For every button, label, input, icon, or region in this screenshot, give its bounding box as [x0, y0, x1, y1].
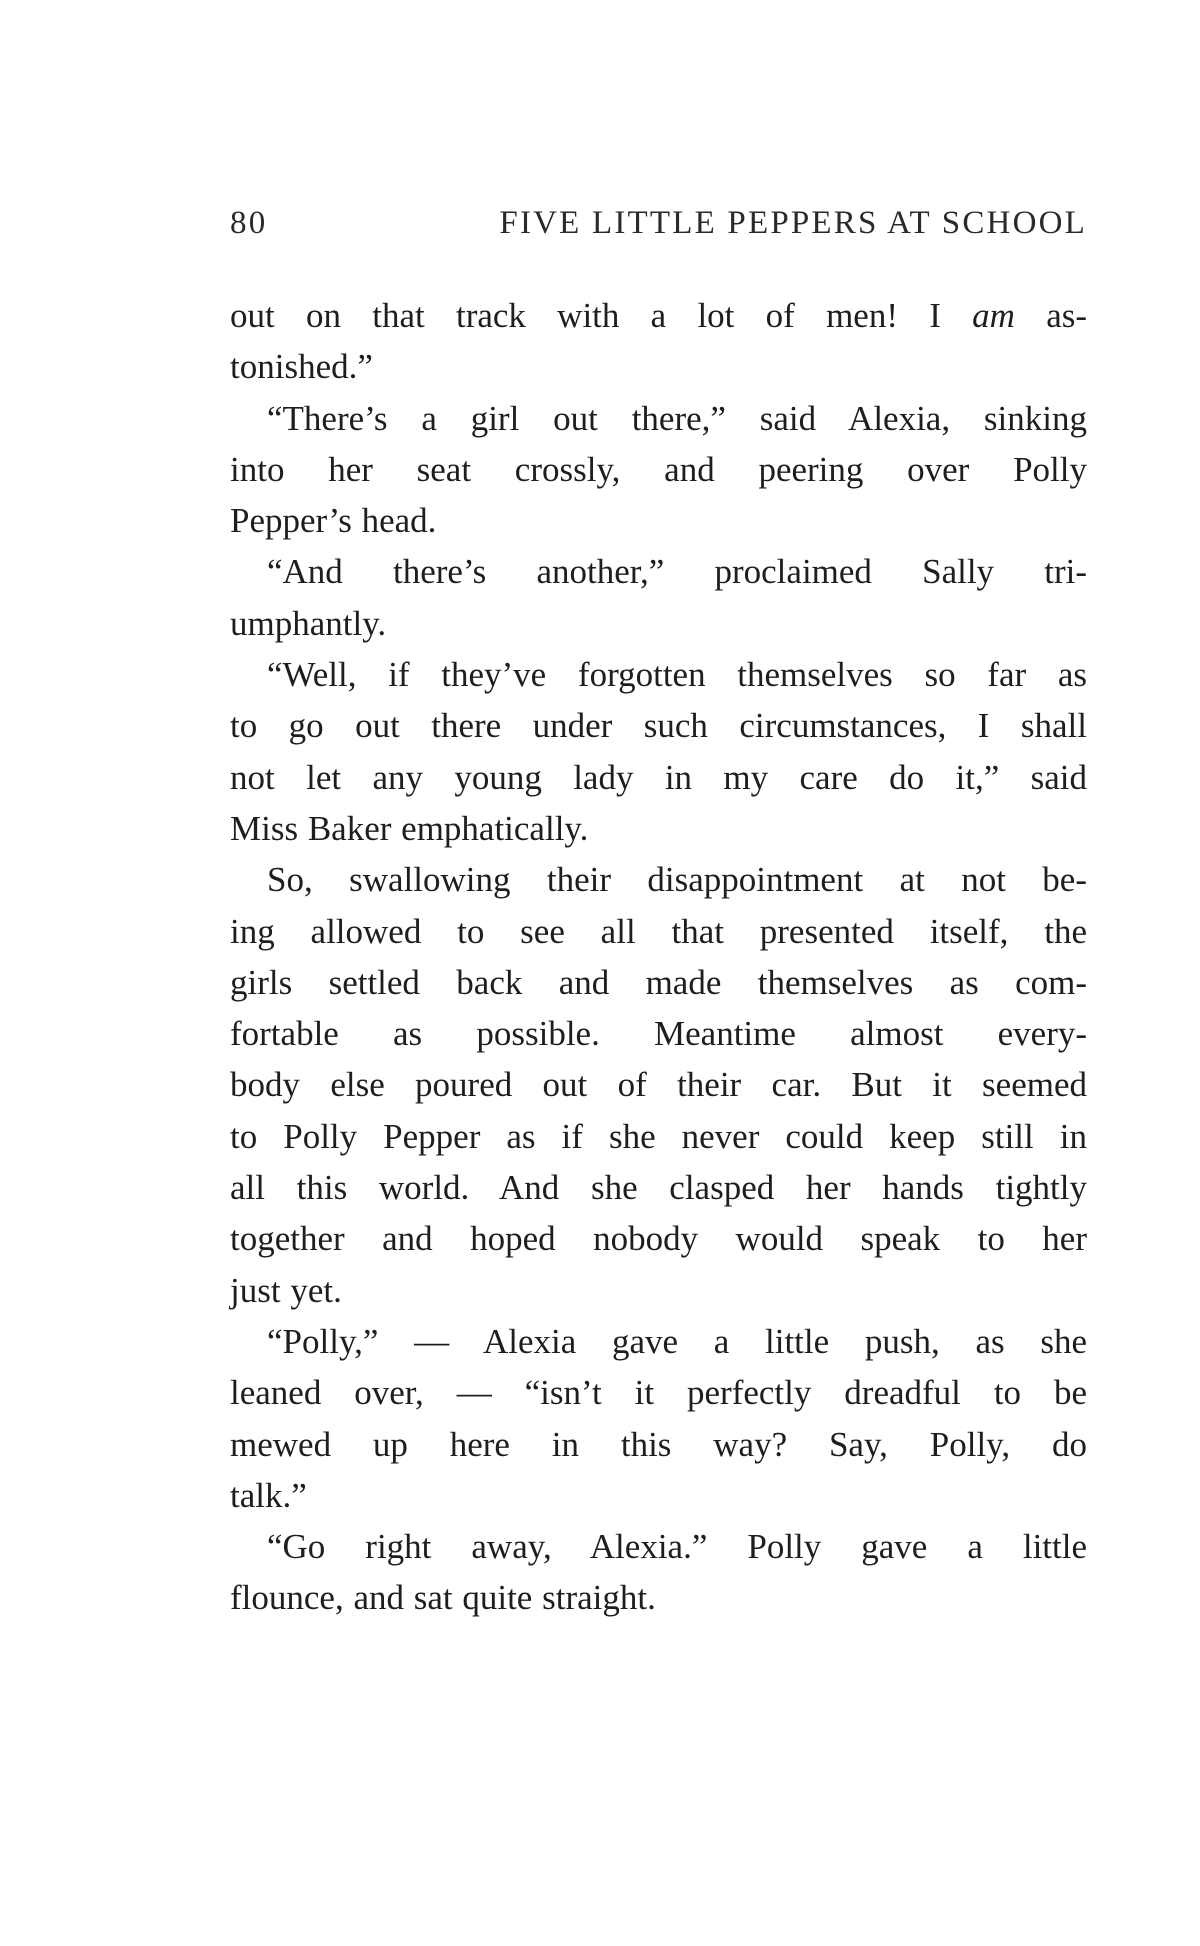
text-line: flounce, and sat quite straight.: [230, 1578, 656, 1618]
running-head: [230, 205, 1087, 255]
text-line: umphantly.: [230, 603, 387, 643]
text-line: So, swallowing their disappointment at not be-: [267, 860, 1087, 900]
paragraph: [230, 1316, 1087, 1521]
paragraph: [230, 290, 1087, 393]
text-line: to go out there under such circumstances, I shall: [230, 706, 1087, 746]
text-line: to Polly Pepper as if she never could keep still in: [230, 1116, 1087, 1156]
text-line: ing allowed to see all that presented itself, the: [230, 911, 1087, 951]
text-line: talk.”: [230, 1475, 307, 1515]
paragraph: [230, 546, 1087, 649]
text-line: leaned over, — “isn’t it perfectly dreadful to be: [230, 1373, 1087, 1413]
text-line: into her seat crossly, and peering over Polly: [230, 449, 1087, 489]
text-line: just yet.: [230, 1270, 342, 1310]
text-line: all this world. And she clasped her hands tightly: [230, 1168, 1087, 1208]
text-line: girls settled back and made themselves as com-: [230, 962, 1087, 1002]
text-line: “Polly,” — Alexia gave a little push, as she: [267, 1321, 1087, 1361]
paragraph: [230, 393, 1087, 547]
text-line: tonished.”: [230, 347, 373, 387]
running-title: FIVE LITTLE PEPPERS AT SCHOOL: [499, 205, 1087, 241]
text-line: body else poured out of their car. But it seemed: [230, 1065, 1087, 1105]
text-line: not let any young lady in my care do it,” said: [230, 757, 1087, 797]
text-line: “Well, if they’ve forgotten themselves so far as: [267, 655, 1087, 695]
text-line: “There’s a girl out there,” said Alexia, sinking: [267, 398, 1087, 438]
text-line: “Go right away, Alexia.” Polly gave a little: [267, 1527, 1087, 1567]
paragraph: [230, 854, 1087, 1316]
text-line: Pepper’s head.: [230, 501, 437, 541]
paragraph: [230, 649, 1087, 854]
text-line: “And there’s another,” proclaimed Sally tri-: [267, 552, 1087, 592]
paragraph: [230, 1521, 1087, 1624]
text-line: out on that track with a lot of men! I am as-: [230, 296, 1088, 335]
text-line: mewed up here in this way? Say, Polly, do: [230, 1424, 1087, 1464]
text-line: fortable as possible. Meantime almost every-: [230, 1014, 1087, 1054]
page-number: 80: [230, 205, 268, 241]
text-line: together and hoped nobody would speak to her: [230, 1219, 1087, 1259]
emphasis: am: [972, 296, 1015, 335]
body-text: [230, 290, 1087, 1624]
text-line: Miss Baker emphatically.: [230, 808, 589, 848]
